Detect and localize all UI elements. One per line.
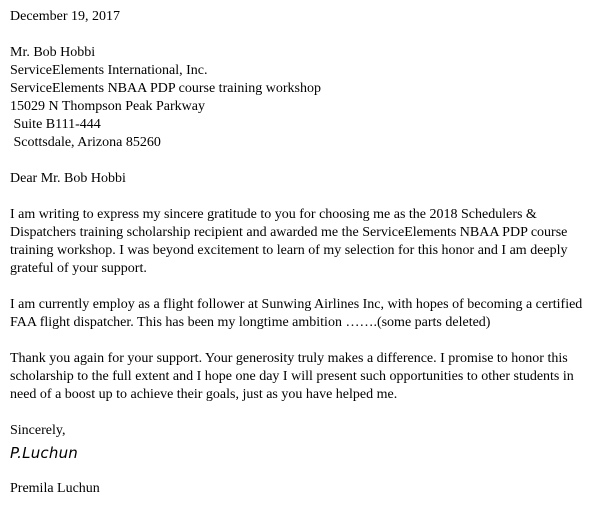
recipient-street: 15029 N Thompson Peak Parkway xyxy=(10,99,205,114)
recipient-company: ServiceElements International, Inc. xyxy=(10,63,208,78)
body-paragraph-1: I am writing to express my sincere gratitude to you for choosing me as the 2018 Schedulers & Dispatchers training scholarship recipient and awarded me the ServiceElements NBAA PDP course training workshop. I was beyond excitement to learn of my selection for this honor and I am deeply grateful of your support. xyxy=(10,207,568,276)
recipient-name: Mr. Bob Hobbi xyxy=(10,45,96,60)
body-paragraph-3: Thank you again for your support. Your generosity truly makes a difference. I promise to honor this scholarship to the full extent and I hope one day I will present such opportunities to other students in need of a boost up to achieve their goals, just as you have helped me. xyxy=(10,351,574,402)
recipient-address-block xyxy=(10,44,595,152)
body-paragraph-2: I am currently employ as a flight follower at Sunwing Airlines Inc, with hopes of becoming a certified FAA flight dispatcher. This has been my longtime ambition …….(some parts deleted) xyxy=(10,297,583,330)
recipient-program: ServiceElements NBAA PDP course training workshop xyxy=(10,81,321,96)
letter xyxy=(10,8,595,498)
recipient-city-state-zip: Scottsdale, Arizona 85260 xyxy=(10,135,161,150)
printed-name: Premila Luchun xyxy=(10,481,100,496)
recipient-suite: Suite B111-444 xyxy=(10,117,101,132)
signature: P.Luchun xyxy=(10,444,78,462)
closing: Sincerely, xyxy=(10,423,66,438)
salutation: Dear Mr. Bob Hobbi xyxy=(10,171,126,186)
letter-date: December 19, 2017 xyxy=(10,9,121,24)
